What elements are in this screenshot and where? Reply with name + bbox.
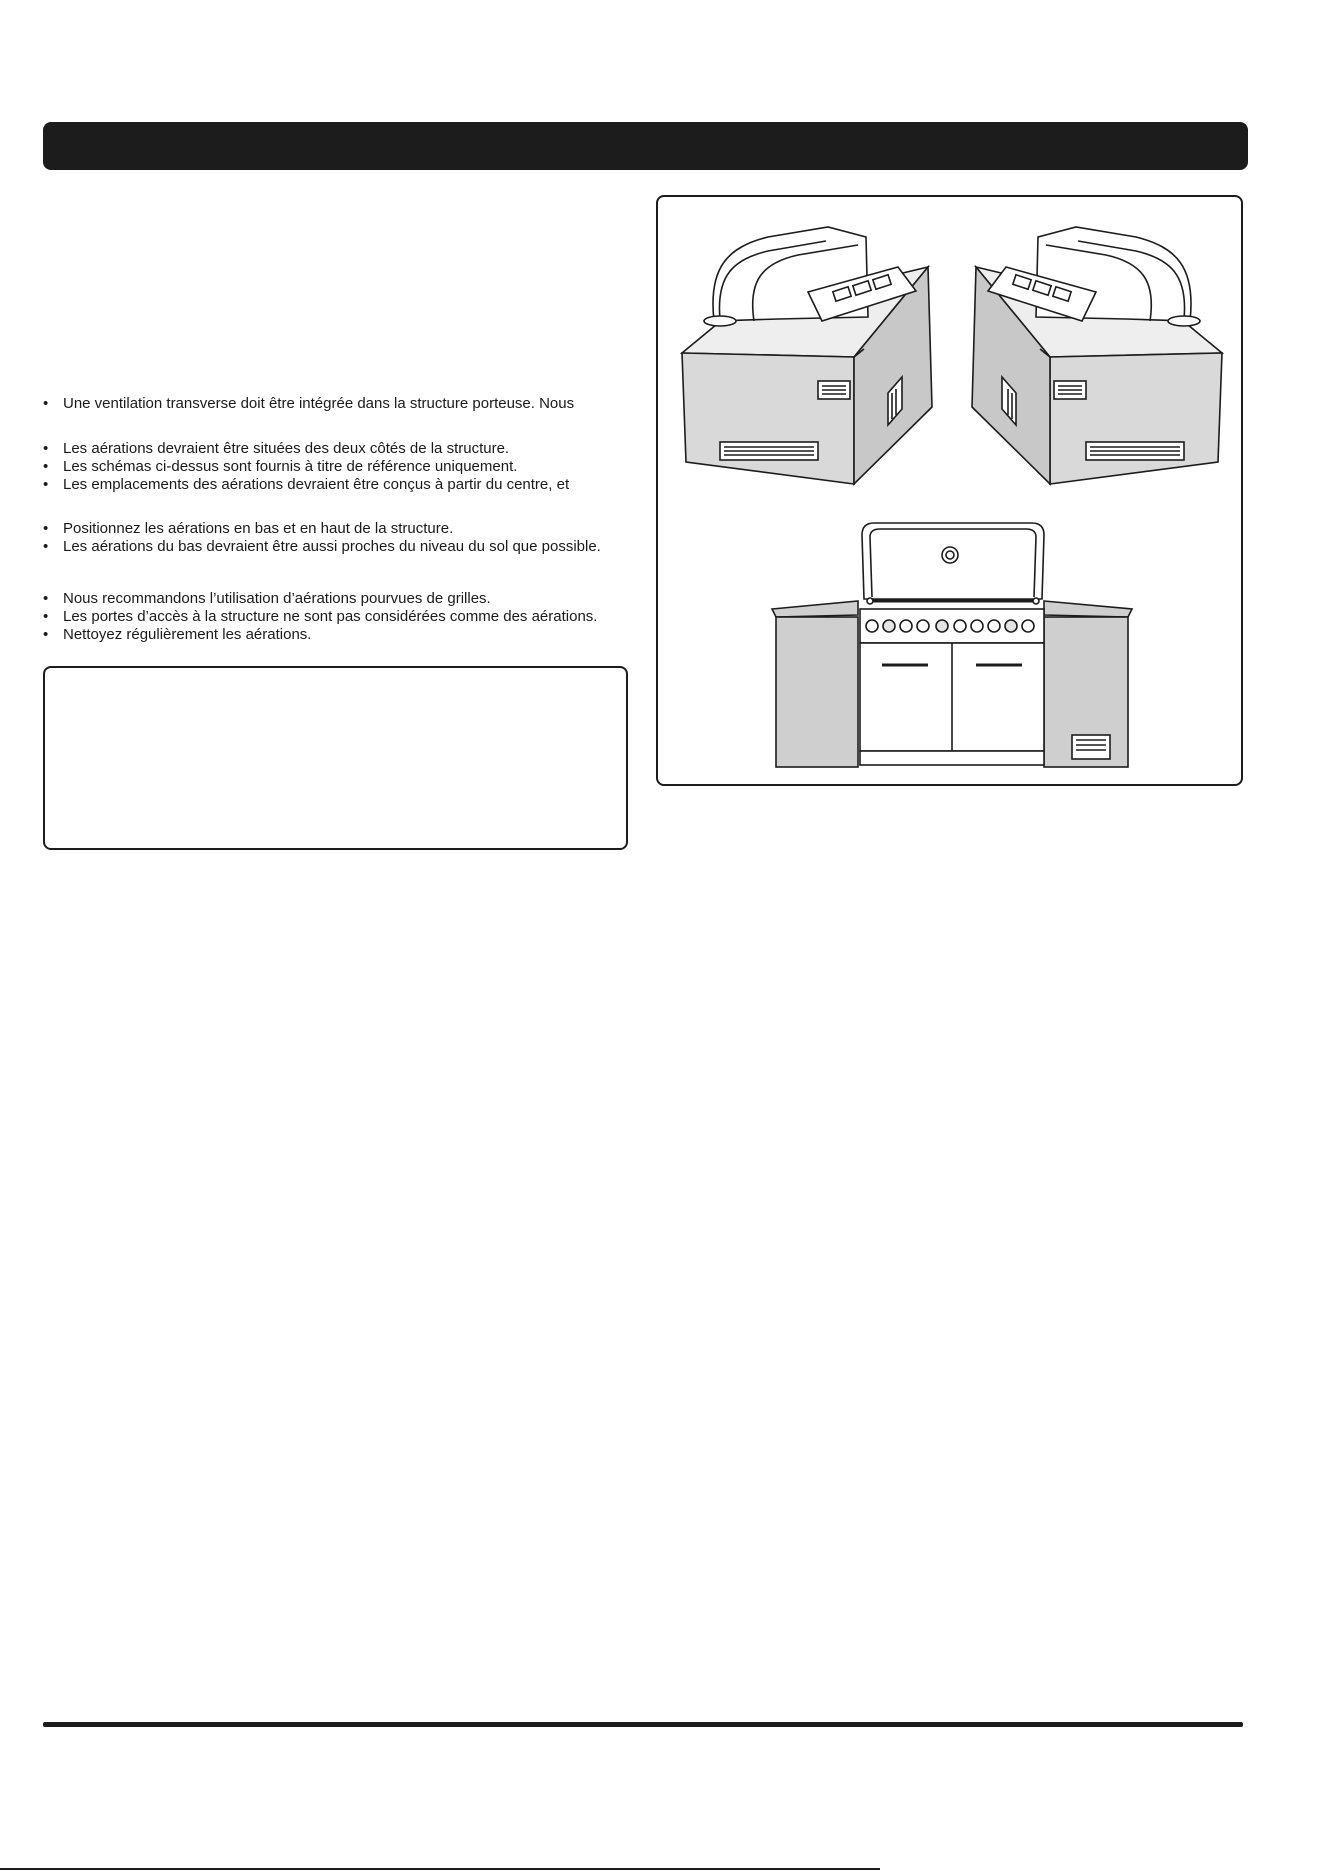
- bullet-icon: •: [43, 626, 49, 643]
- enclosure-illustration: [658, 197, 1245, 788]
- list-item: [43, 476, 633, 494]
- left-perspective-enclosure: [682, 227, 932, 484]
- list-item-text: Les portes d’accès à la structure ne sont pas considérées comme des aérations.: [63, 608, 598, 625]
- bullet-icon: •: [43, 395, 49, 412]
- list-item-text: Les schémas ci-dessus sont fournis à titre de référence uniquement.: [63, 458, 518, 475]
- list-item: [43, 440, 633, 458]
- bullet-group-2: [43, 440, 633, 494]
- bullet-icon: •: [43, 520, 49, 537]
- bullet-group-3: [43, 520, 633, 556]
- list-item: [43, 395, 633, 413]
- list-item-text: Les aérations du bas devraient être aussi proches du niveau du sol que possible.: [63, 538, 601, 555]
- footer-rule: [43, 1722, 1243, 1727]
- ventilation-bullet-list: [43, 395, 633, 644]
- bullet-group-1: [43, 395, 633, 413]
- section-header-bar: [43, 122, 1248, 170]
- list-item: [43, 626, 633, 644]
- note-box: [43, 666, 628, 850]
- bullet-icon: •: [43, 590, 49, 607]
- front-view-enclosure: [772, 523, 1132, 767]
- list-item: [43, 590, 633, 608]
- list-item: [43, 520, 633, 538]
- list-item-text: Positionnez les aérations en bas et en haut de la structure.: [63, 520, 454, 537]
- bullet-icon: •: [43, 440, 49, 457]
- list-item-text: Une ventilation transverse doit être intégrée dans la structure porteuse. Nous: [63, 395, 575, 412]
- list-item: [43, 538, 633, 556]
- page-bottom-rule: [0, 1868, 880, 1870]
- bullet-icon: •: [43, 538, 49, 555]
- list-item-text: Les aérations devraient être situées des deux côtés de la structure.: [63, 440, 510, 457]
- list-item-text: Nous recommandons l’utilisation d’aérations pourvues de grilles.: [63, 590, 491, 607]
- bullet-icon: •: [43, 458, 49, 475]
- right-perspective-enclosure: [972, 227, 1222, 484]
- bullet-icon: •: [43, 608, 49, 625]
- list-item: [43, 608, 633, 626]
- bullet-icon: •: [43, 476, 49, 493]
- list-item: [43, 458, 633, 476]
- list-item-text: Les emplacements des aérations devraient être conçus à partir du centre, et: [63, 476, 570, 493]
- bullet-group-4: [43, 590, 633, 644]
- list-item-text: Nettoyez régulièrement les aérations.: [63, 626, 312, 643]
- ventilation-figure: [656, 195, 1243, 786]
